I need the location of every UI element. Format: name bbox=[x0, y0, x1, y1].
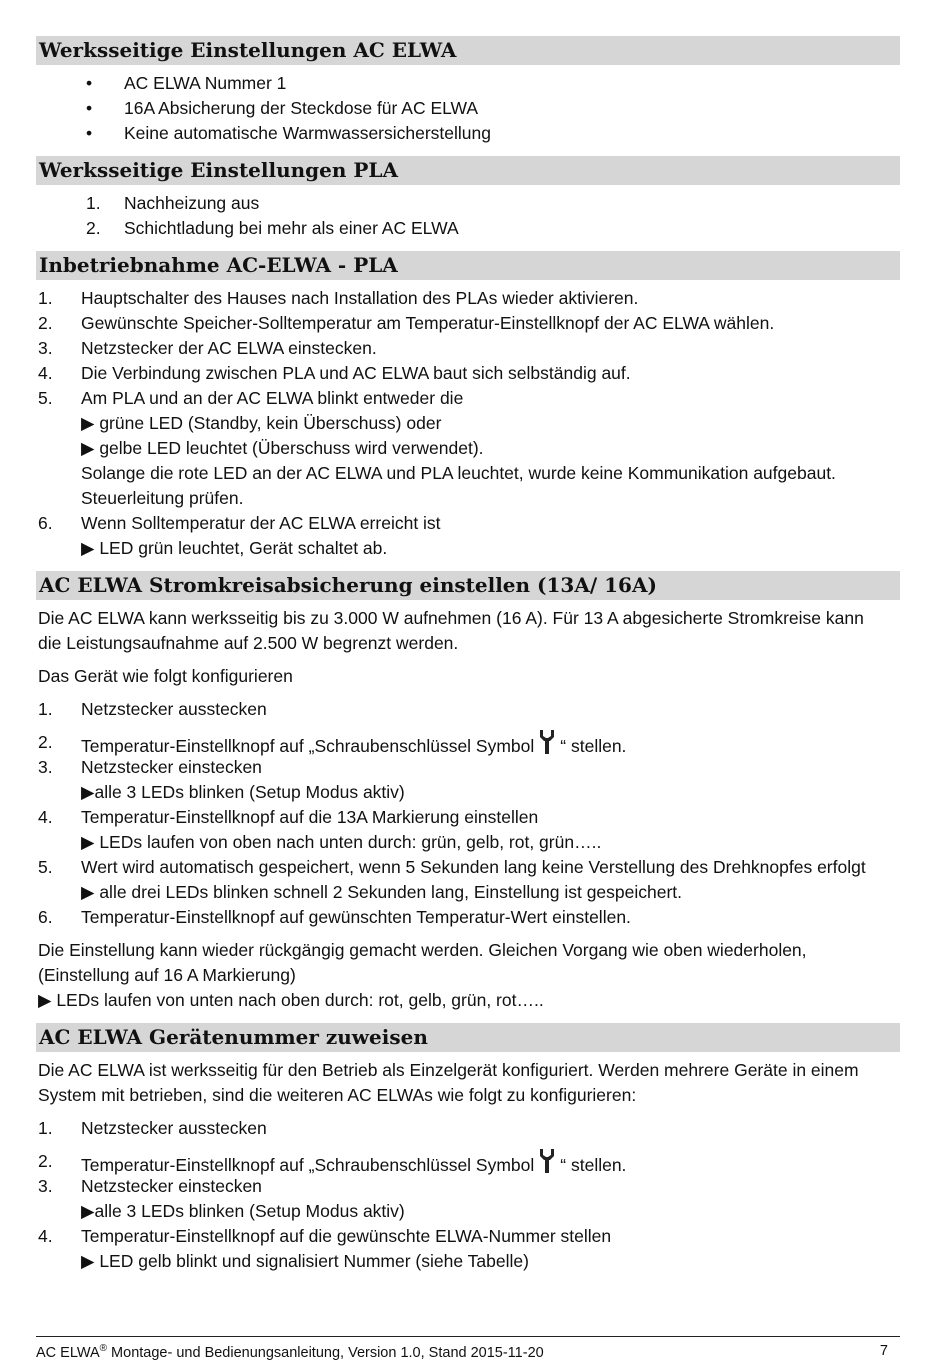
list-subline bbox=[36, 830, 900, 855]
footer-text: Montage- und Bedienungsanleitung, Version 1.0, Stand 2015-11-20 bbox=[107, 1344, 544, 1361]
list-number: 3. bbox=[38, 1176, 53, 1196]
list-item-text: Netzstecker der AC ELWA einstecken. bbox=[81, 338, 377, 358]
list-item bbox=[36, 1174, 900, 1199]
page-number: 7 bbox=[879, 1343, 888, 1359]
intro-line: Die AC ELWA kann werksseitig bis zu 3.000 W aufnehmen (16 A). Für 13 A abgesicherte Stromkreise kann bbox=[38, 608, 864, 628]
list-item-text: AC ELWA Nummer 1 bbox=[124, 73, 287, 93]
list-item-text: Temperatur-Einstellknopf auf gewünschten Temperatur-Wert einstellen. bbox=[81, 907, 631, 927]
list-number: 6. bbox=[38, 513, 53, 533]
list-item bbox=[36, 905, 900, 930]
list-number: 5. bbox=[38, 857, 53, 877]
list-item bbox=[36, 1149, 900, 1174]
list-item bbox=[36, 805, 900, 830]
section-heading: Inbetriebnahme AC-ELWA - PLA bbox=[36, 251, 900, 280]
list-item bbox=[36, 311, 900, 336]
page-footer bbox=[36, 1336, 900, 1361]
outro-line: Die Einstellung kann wieder rückgängig gemacht werden. Gleichen Vorgang wie oben wiederholen, bbox=[38, 940, 807, 960]
list-subline-text: ▶alle 3 LEDs blinken (Setup Modus aktiv) bbox=[81, 1201, 405, 1221]
list-subline bbox=[36, 880, 900, 905]
bullet-icon: • bbox=[86, 73, 93, 93]
list-number: 1. bbox=[38, 699, 53, 719]
list-number: 4. bbox=[38, 363, 53, 383]
list-item bbox=[36, 755, 900, 780]
list-item-text: Gewünschte Speicher-Solltemperatur am Temperatur-Einstellknopf der AC ELWA wählen. bbox=[81, 313, 775, 333]
list-item-text: Wenn Solltemperatur der AC ELWA erreicht ist bbox=[81, 513, 441, 533]
list-item-text: Die Verbindung zwischen PLA und AC ELWA baut sich selbständig auf. bbox=[81, 363, 631, 383]
list-number: 1. bbox=[86, 193, 101, 213]
outro-line: ▶ LEDs laufen von unten nach oben durch: rot, gelb, grün, rot….. bbox=[38, 990, 544, 1010]
list-number: 4. bbox=[38, 1226, 53, 1246]
list-item-text: Hauptschalter des Hauses nach Installation des PLAs wieder aktivieren. bbox=[81, 288, 639, 308]
list-item bbox=[36, 336, 900, 361]
footer-brand: AC ELWA bbox=[36, 1344, 100, 1361]
list-number: 2. bbox=[86, 218, 101, 238]
list-subline-text: ▶ alle drei LEDs blinken schnell 2 Sekunden lang, Einstellung ist gespeichert. bbox=[81, 882, 683, 902]
list-number: 2. bbox=[38, 1151, 53, 1171]
step-text-post: “ stellen. bbox=[560, 1155, 627, 1175]
list-item-text: Netzstecker einstecken bbox=[81, 757, 262, 777]
list-item bbox=[36, 361, 900, 386]
list-item-text: Am PLA und an der AC ELWA blinkt entweder die bbox=[81, 388, 464, 408]
list-number: 4. bbox=[38, 807, 53, 827]
list-subline-text: ▶alle 3 LEDs blinken (Setup Modus aktiv) bbox=[81, 782, 405, 802]
list-number: 2. bbox=[38, 313, 53, 333]
bullet-icon: • bbox=[86, 123, 93, 143]
list-item-text: Keine automatische Warmwassersicherstellung bbox=[124, 123, 492, 143]
list-number: 1. bbox=[38, 288, 53, 308]
list-subline bbox=[36, 411, 900, 436]
list-subline bbox=[36, 436, 900, 461]
list-number: 3. bbox=[38, 338, 53, 358]
list-subline bbox=[36, 486, 900, 511]
list-item-text: Nachheizung aus bbox=[124, 193, 260, 213]
list-subline-text: ▶ grüne LED (Standby, kein Überschuss) oder bbox=[81, 413, 442, 433]
list-item bbox=[36, 697, 900, 722]
list-item bbox=[36, 1224, 900, 1249]
section-heading: AC ELWA Gerätenummer zuweisen bbox=[36, 1023, 900, 1052]
list-item bbox=[36, 855, 900, 880]
list-number: 3. bbox=[38, 757, 53, 777]
list-item bbox=[36, 216, 900, 241]
list-item bbox=[36, 71, 900, 96]
list-subline-text: ▶ LED grün leuchtet, Gerät schaltet ab. bbox=[81, 538, 388, 558]
section-factory-settings-elwa bbox=[36, 36, 900, 146]
section-factory-settings-pla bbox=[36, 156, 900, 241]
list-subline bbox=[36, 1249, 900, 1274]
list-subline bbox=[36, 536, 900, 561]
footer-registered-mark: ® bbox=[99, 1343, 108, 1354]
list-subline-text: Steuerleitung prüfen. bbox=[81, 488, 244, 508]
list-item-text: Temperatur-Einstellknopf auf die 13A Markierung einstellen bbox=[81, 807, 539, 827]
list-item bbox=[36, 121, 900, 146]
section-heading: AC ELWA Stromkreisabsicherung einstellen (13A/ 16A) bbox=[36, 571, 900, 600]
list-subline-text: ▶ gelbe LED leuchtet (Überschuss wird verwendet). bbox=[81, 438, 484, 458]
step-text-pre: Temperatur-Einstellknopf auf „Schraubenschlüssel Symbol bbox=[81, 736, 535, 756]
list-item-text: Temperatur-Einstellknopf auf die gewünschte ELWA-Nummer stellen bbox=[81, 1226, 612, 1246]
list-item-text: Schichtladung bei mehr als einer AC ELWA bbox=[124, 218, 459, 238]
list-item-text: 16A Absicherung der Steckdose für AC ELWA bbox=[124, 98, 479, 118]
list-item-text: Netzstecker einstecken bbox=[81, 1176, 262, 1196]
section-heading: Werksseitige Einstellungen PLA bbox=[36, 156, 900, 185]
intro-line: die Leistungsaufnahme auf 2.500 W begrenzt werden. bbox=[38, 633, 459, 653]
step-text-pre: Temperatur-Einstellknopf auf „Schraubenschlüssel Symbol bbox=[81, 1155, 535, 1175]
section-heading: Werksseitige Einstellungen AC ELWA bbox=[36, 36, 900, 65]
list-item bbox=[36, 286, 900, 311]
list-item bbox=[36, 191, 900, 216]
section-circuit-protection bbox=[36, 571, 900, 1013]
list-subline bbox=[36, 780, 900, 805]
list-subline-text: ▶ LEDs laufen von oben nach unten durch: grün, gelb, rot, grün….. bbox=[81, 832, 602, 852]
intro-line: Die AC ELWA ist werksseitig für den Betrieb als Einzelgerät konfiguriert. Werden mehrere Geräte in einem bbox=[38, 1060, 859, 1080]
list-number: 1. bbox=[38, 1118, 53, 1138]
intro-line: System mit betrieben, sind die weiteren AC ELWAs wie folgt zu konfigurieren: bbox=[38, 1085, 637, 1105]
list-item-text: Wert wird automatisch gespeichert, wenn 5 Sekunden lang keine Verstellung des Drehknopfes erfolgt bbox=[81, 857, 866, 877]
list-number: 5. bbox=[38, 388, 53, 408]
list-number: 2. bbox=[38, 732, 53, 752]
list-subline-text: Solange die rote LED an der AC ELWA und PLA leuchtet, wurde keine Kommunikation aufgebaut. bbox=[81, 463, 836, 483]
list-item bbox=[36, 1116, 900, 1141]
list-item bbox=[36, 386, 900, 411]
list-item bbox=[36, 730, 900, 755]
list-item bbox=[36, 96, 900, 121]
list-subline bbox=[36, 461, 900, 486]
step-text-post: “ stellen. bbox=[560, 736, 627, 756]
outro-line: (Einstellung auf 16 A Markierung) bbox=[38, 965, 296, 985]
list-item-text: Netzstecker ausstecken bbox=[81, 1118, 267, 1138]
section-device-number bbox=[36, 1023, 900, 1274]
document-page bbox=[36, 36, 900, 1274]
list-subline-text: ▶ LED gelb blinkt und signalisiert Nummer (siehe Tabelle) bbox=[81, 1251, 529, 1271]
list-subline bbox=[36, 1199, 900, 1224]
list-item-text: Netzstecker ausstecken bbox=[81, 699, 267, 719]
list-number: 6. bbox=[38, 907, 53, 927]
section-commissioning bbox=[36, 251, 900, 561]
bullet-icon: • bbox=[86, 98, 93, 118]
list-item bbox=[36, 511, 900, 536]
intro-line: Das Gerät wie folgt konfigurieren bbox=[38, 666, 293, 686]
